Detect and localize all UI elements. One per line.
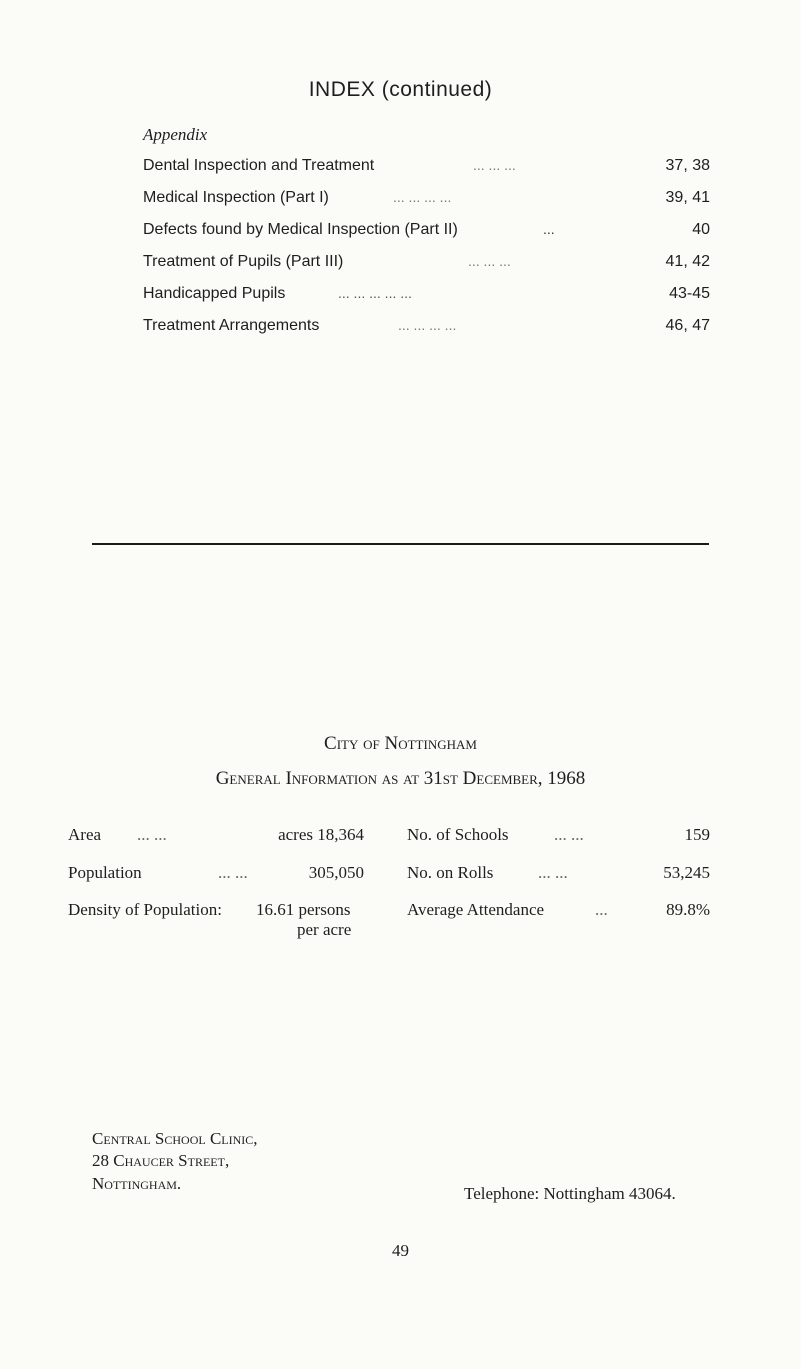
- index-entry-pages: 39, 41: [665, 189, 710, 206]
- index-entry-label: Treatment of Pupils (Part III): [143, 253, 344, 270]
- info-leader: ... ...: [218, 863, 248, 882]
- info-label: Density of Population:: [68, 900, 222, 919]
- address-line: Nottingham.: [92, 1174, 182, 1193]
- info-leader: ... ...: [538, 863, 568, 882]
- info-value: 89.8%: [666, 900, 710, 919]
- index-entry-label: Treatment Arrangements: [143, 317, 320, 334]
- page-number: 49: [392, 1241, 409, 1260]
- general-info-heading: General Information as at 31st December, 1968: [215, 768, 586, 789]
- address-line: 28 Chaucer Street,: [92, 1151, 230, 1170]
- appendix-subtitle: Appendix: [143, 125, 208, 144]
- info-label: No. on Rolls: [407, 863, 494, 882]
- index-entry-label: Medical Inspection (Part I): [143, 189, 329, 206]
- info-leader: ... ...: [137, 825, 167, 844]
- telephone: Telephone: Nottingham 43064.: [464, 1184, 676, 1203]
- info-value: 53,245: [663, 863, 710, 882]
- info-label: No. of Schools: [407, 825, 509, 844]
- info-value: 159: [684, 825, 710, 844]
- index-entry: [143, 317, 710, 341]
- info-label: Area: [68, 825, 102, 844]
- index-entry-leader: ... ... ...: [468, 253, 511, 269]
- index-entry: [143, 157, 710, 181]
- index-entry-leader: ... ... ... ... ...: [338, 285, 412, 301]
- index-entry-pages: 41, 42: [665, 253, 710, 270]
- index-entry-label: Handicapped Pupils: [143, 285, 286, 302]
- index-entry: [143, 253, 710, 277]
- index-entry-leader: ...: [543, 221, 555, 237]
- index-entry-label: Defects found by Medical Inspection (Part II): [143, 221, 458, 238]
- info-value: acres 18,364: [278, 825, 364, 844]
- index-entry: [143, 221, 710, 245]
- index-entry: [143, 285, 710, 309]
- city-heading: City of Nottingham: [324, 733, 477, 754]
- index-entry-pages: 40: [692, 221, 710, 238]
- address-line: Central School Clinic,: [92, 1129, 258, 1148]
- index-entry-pages: 37, 38: [665, 157, 710, 174]
- info-value: 16.61 persons: [256, 900, 351, 919]
- index-entry-pages: 46, 47: [665, 317, 710, 334]
- info-leader: ...: [595, 900, 608, 919]
- page-title: INDEX (continued): [308, 78, 493, 101]
- index-entry-pages: 43-45: [669, 285, 710, 302]
- index-entry: [143, 189, 710, 213]
- info-value-unit: per acre: [297, 920, 352, 939]
- info-label: Average Attendance: [407, 900, 545, 919]
- index-entry-leader: ... ... ...: [473, 157, 516, 173]
- index-entry-label: Dental Inspection and Treatment: [143, 157, 375, 174]
- index-entry-leader: ... ... ... ...: [398, 317, 457, 333]
- info-value: 305,050: [308, 863, 364, 882]
- info-label: Population: [68, 863, 142, 882]
- info-leader: ... ...: [554, 825, 584, 844]
- index-entry-leader: ... ... ... ...: [393, 189, 452, 205]
- horizontal-rule: [92, 543, 709, 545]
